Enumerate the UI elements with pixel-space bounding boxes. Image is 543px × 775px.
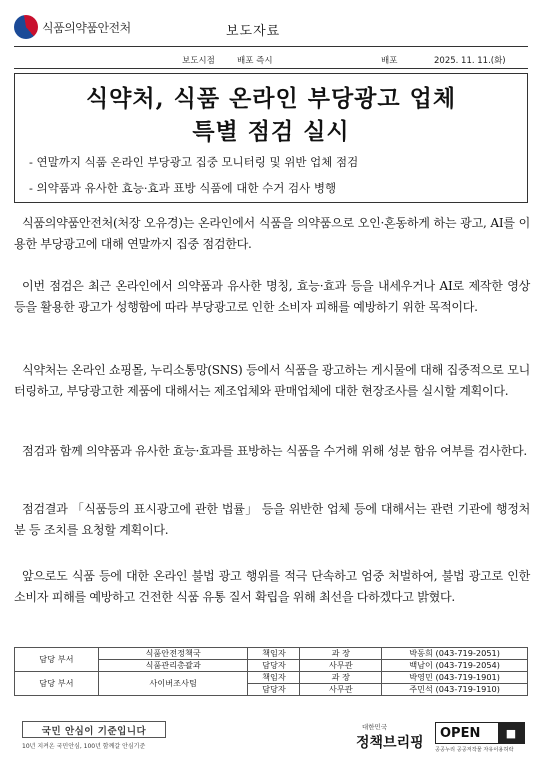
doc-type-title: 보도자료 bbox=[226, 24, 281, 39]
open-text: OPEN bbox=[440, 725, 481, 741]
contact-name: 주민석 (043-719-1910) bbox=[382, 684, 528, 696]
document-header bbox=[14, 8, 528, 46]
subheading-1: - 연말까지 식품 온라인 부당광고 집중 모니터링 및 위반 업체 점검 bbox=[29, 155, 359, 169]
role-label: 담당자 bbox=[248, 684, 300, 696]
dept-name: 식품관리총괄과 bbox=[98, 660, 248, 672]
contact-table bbox=[14, 647, 528, 696]
body-paragraph-6: 앞으로도 식품 등에 대한 온라인 불법 광고 행위를 적극 단속하고 엄중 처벌하여, 불법 광고로 인한 소비자 피해를 예방하고 건전한 식품 유통 질서 확립을 위해 최선을 다하겠다고 밝혔다. bbox=[14, 569, 530, 604]
brief-main-text: 정책브리핑 bbox=[356, 735, 424, 751]
role-label: 책임자 bbox=[248, 672, 300, 684]
role-label: 책임자 bbox=[248, 648, 300, 660]
contact-title: 과 장 bbox=[300, 672, 382, 684]
contact-title: 사무관 bbox=[300, 660, 382, 672]
body-paragraph-2: 이번 점검은 최근 온라인에서 의약품과 유사한 명칭, 효능·효과 등을 내세우거나 AI로 제작한 영상 등을 활용한 광고가 성행함에 따라 부당광고로 인한 소비자 피해를 예방하기 위한 목적이다. bbox=[14, 279, 530, 314]
lock-icon: ■ bbox=[498, 723, 524, 743]
dist-date: 2025. 11. 11.(화) bbox=[434, 56, 506, 66]
open-license-logo bbox=[435, 722, 525, 754]
dept-label: 담당 부서 bbox=[15, 648, 99, 672]
meta-divider bbox=[14, 68, 528, 69]
slogan-logo bbox=[22, 721, 172, 753]
body-paragraph-4: 점검과 함께 의약품과 유사한 효능·효과를 표방하는 식품을 수거해 위해 성분 함유 여부를 검사한다. bbox=[22, 444, 527, 458]
taeguk-emblem-icon bbox=[14, 15, 38, 39]
open-badge bbox=[435, 722, 525, 744]
slogan-subtext: 10년 지켜온 국민안심, 100년 함께갈 안심기준 bbox=[22, 743, 146, 750]
dept-name: 식품안전정책국 bbox=[98, 648, 248, 660]
ministry-name: 식품의약품안전처 bbox=[42, 20, 131, 35]
body-paragraph-1: 식품의약품안전처(처장 오유경)는 온라인에서 식품을 의약품으로 오인·혼동하게 하는 광고, AI를 이용한 부당광고에 대해 연말까지 집중 점검한다. bbox=[14, 216, 530, 251]
contact-name: 박동희 (043-719-2051) bbox=[382, 648, 528, 660]
dept-label: 담당 부서 bbox=[15, 672, 99, 696]
header-divider bbox=[14, 46, 528, 47]
table-row bbox=[15, 648, 528, 660]
release-label: 보도시점 bbox=[182, 56, 215, 66]
contact-title: 과 장 bbox=[300, 648, 382, 660]
role-label: 담당자 bbox=[248, 660, 300, 672]
release-meta bbox=[0, 52, 543, 68]
open-subtext: 공공누리 공공저작물 자유이용허락 bbox=[435, 747, 514, 753]
headline-line1: 식약처, 식품 온라인 부당광고 업체 bbox=[85, 85, 457, 112]
headline-line2: 특별 점검 실시 bbox=[192, 118, 350, 145]
dist-label: 배포 bbox=[381, 56, 398, 66]
brief-top-text: 대한민국 bbox=[362, 723, 388, 731]
contact-title: 사무관 bbox=[300, 684, 382, 696]
policy-briefing-logo bbox=[356, 722, 428, 754]
dept-name: 사이버조사팀 bbox=[98, 672, 248, 696]
contact-name: 박영민 (043-719-1901) bbox=[382, 672, 528, 684]
headline-box bbox=[14, 73, 528, 203]
table-row bbox=[15, 672, 528, 684]
body-paragraph-5: 점검결과 「식품등의 표시광고에 관한 법률」 등을 위반한 업체 등에 대해서는 관련 기관에 행정처분 등 조치를 요청할 계획이다. bbox=[14, 502, 530, 537]
subheading-2: - 의약품과 유사한 효능·효과 표방 식품에 대한 수거 검사 병행 bbox=[29, 181, 337, 195]
body-paragraph-3: 식약처는 온라인 쇼핑몰, 누리소통망(SNS) 등에서 식품을 광고하는 게시물에 대해 집중적으로 모니터링하고, 부당광고한 제품에 대해서는 제조업체와 판매업체에 대한 현장조사를 실시할 계획이다. bbox=[14, 363, 530, 398]
release-value: 배포 즉시 bbox=[237, 56, 273, 66]
contact-name: 백남이 (043-719-2054) bbox=[382, 660, 528, 672]
slogan-text: 국민 안심이 기준입니다 bbox=[22, 721, 166, 738]
ministry-logo bbox=[14, 12, 164, 42]
